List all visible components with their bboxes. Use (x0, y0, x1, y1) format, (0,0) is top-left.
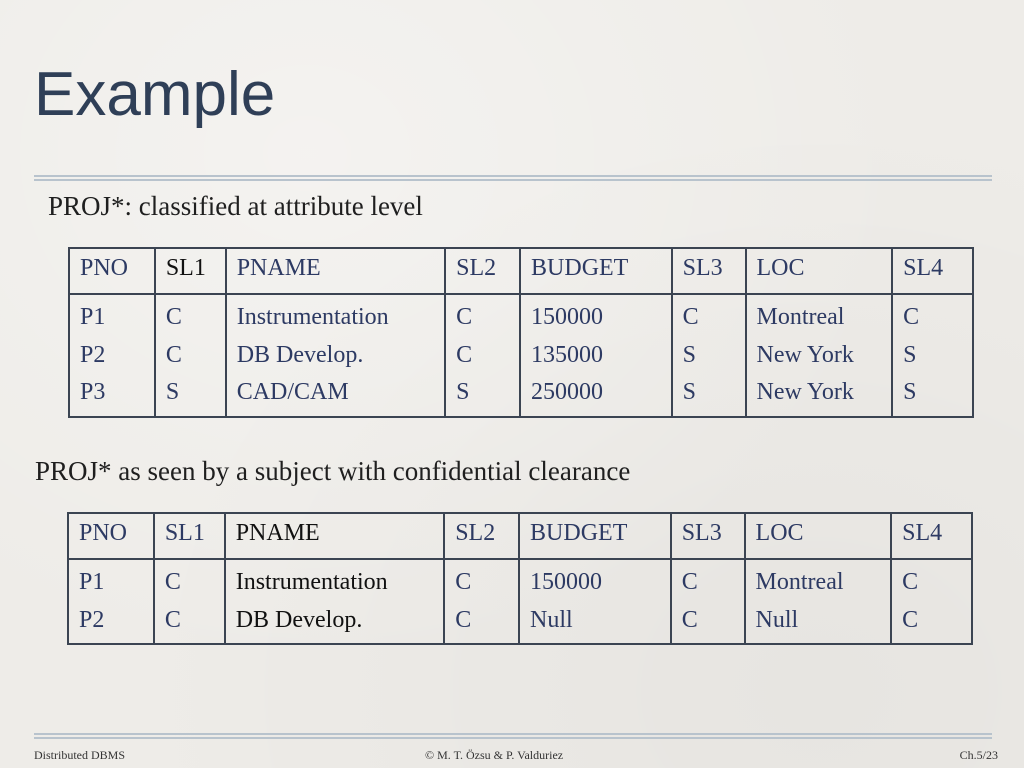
column-header: LOC (745, 513, 892, 559)
table-cell: P3 (80, 379, 106, 405)
sl2-column (444, 559, 519, 644)
title-divider (34, 175, 992, 181)
table-cell: 150000 (531, 304, 604, 330)
table-cell: C (682, 304, 699, 330)
table-cell: C (902, 569, 919, 595)
table-header-row (68, 513, 972, 559)
column-header: PNO (69, 248, 155, 294)
table-cell: Null (755, 606, 799, 633)
column-header: SL3 (672, 248, 746, 294)
table-cell: DB Develop. (235, 606, 363, 633)
table-header-row (69, 248, 973, 294)
loc-column (745, 559, 892, 644)
column-header: SL2 (445, 248, 520, 294)
table-cell: C (164, 569, 181, 595)
budget-column (520, 294, 672, 417)
table-cell: C (681, 569, 698, 595)
budget-column (519, 559, 671, 644)
table-cell: 150000 (530, 569, 603, 595)
loc-column (746, 294, 893, 417)
sl4-column (891, 559, 972, 644)
table-cell: C (455, 606, 472, 633)
table-cell: S (903, 341, 917, 368)
table-cell: P1 (79, 569, 105, 595)
table-cell: C (164, 606, 181, 633)
table-cell: C (902, 606, 919, 633)
table-cell: Montreal (756, 304, 845, 330)
table-cell: C (456, 341, 473, 368)
table-body-row (69, 294, 973, 417)
proj-confidential-table (67, 512, 973, 645)
footer-copyright: © M. T. Özsu & P. Valduriez (425, 748, 564, 762)
column-header: LOC (746, 248, 893, 294)
table-cell: Null (530, 606, 573, 633)
table-cell: P1 (80, 304, 106, 330)
caption-confidential-view: PROJ* as seen by a subject with confidential clearance (35, 456, 631, 486)
column-header: SL4 (892, 248, 973, 294)
sl1-column (154, 559, 225, 644)
table-cell: 250000 (531, 379, 604, 405)
table-cell: S (456, 379, 470, 405)
column-header: BUDGET (520, 248, 672, 294)
sl1-column (155, 294, 226, 417)
sl3-column (672, 294, 746, 417)
table-cell: C (165, 304, 182, 330)
column-header: SL3 (671, 513, 745, 559)
column-header: PNAME (225, 513, 445, 559)
table-cell: C (456, 304, 473, 330)
column-header: SL1 (154, 513, 225, 559)
footer-course-name: Distributed DBMS (34, 748, 126, 762)
table-cell: C (903, 304, 920, 330)
pname-column (226, 294, 445, 417)
table-cell: DB Develop. (236, 341, 364, 368)
pno-column (68, 559, 154, 644)
table-cell: CAD/CAM (236, 379, 349, 405)
sl3-column (671, 559, 745, 644)
table-cell: P2 (79, 606, 105, 633)
table-cell: Montreal (755, 569, 844, 595)
sl2-column (445, 294, 520, 417)
table-cell: Instrumentation (235, 569, 388, 595)
column-header: SL4 (891, 513, 972, 559)
table-cell: C (455, 569, 472, 595)
pname-column (225, 559, 445, 644)
table-body-row (68, 559, 972, 644)
table-cell: S (165, 379, 180, 405)
proj-classified-table (68, 247, 974, 418)
sl4-column (892, 294, 973, 417)
table-cell: S (682, 341, 696, 368)
table-cell: Instrumentation (236, 304, 389, 330)
footer-divider (34, 733, 992, 739)
table-cell: 135000 (531, 341, 604, 368)
table-cell: S (903, 379, 917, 405)
caption-attribute-level: PROJ*: classified at attribute level (48, 191, 423, 221)
column-header: SL1 (155, 248, 226, 294)
table-cell: New York (756, 379, 854, 405)
footer-page-number: Ch.5/23 (959, 748, 998, 762)
table-cell: S (682, 379, 696, 405)
column-header: PNO (68, 513, 154, 559)
table-cell: P2 (80, 341, 106, 368)
table-cell: C (165, 341, 182, 368)
slide-title: Example (34, 60, 276, 129)
table-cell: C (681, 606, 698, 633)
table-cell: New York (756, 341, 854, 368)
column-header: BUDGET (519, 513, 671, 559)
pno-column (69, 294, 155, 417)
column-header: PNAME (226, 248, 445, 294)
column-header: SL2 (444, 513, 519, 559)
